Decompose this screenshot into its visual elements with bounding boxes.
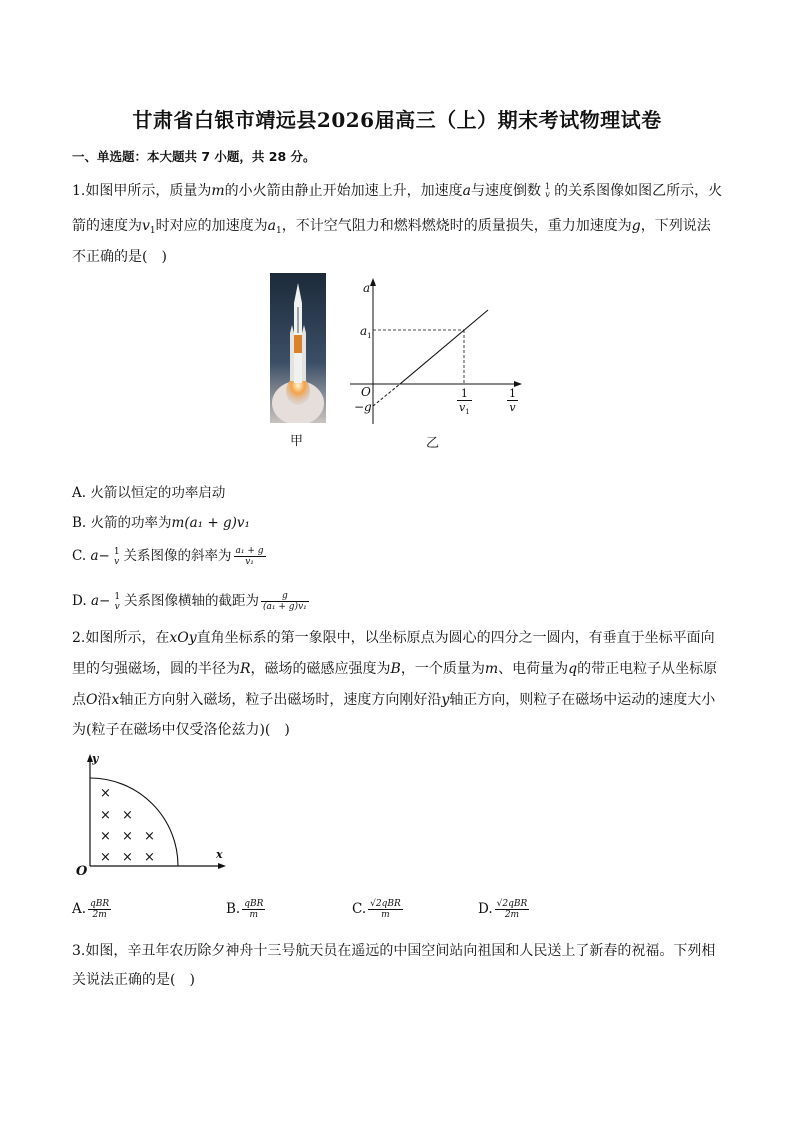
q2-option-b: B. $\frac{\text{qBR}}{m}$ [226, 899, 264, 920]
q2-line-2: 里的匀强磁场，圆的半径为R，磁场的磁感应强度为B，一个质量为m、电荷量为q的带正电粒子从坐标原 [72, 661, 718, 677]
a1-label: $a_1$ [360, 324, 372, 340]
field-cross: × [122, 829, 133, 844]
q3-line-1: 3.如图，辛丑年农历除夕神舟十三号航天员在遥远的中国空间站向祖国和人民送上了新春的祝福。下列相 [72, 943, 716, 959]
field-cross: × [100, 850, 111, 865]
figure-jia-caption: 甲 [290, 434, 304, 449]
q3-line-2: 关说法正确的是( ) [72, 972, 195, 988]
x-axis-label: $\frac{1}{v}$ [509, 387, 516, 414]
x-axis-label: x [216, 848, 223, 861]
inverse-v1-tick: $\frac{1}{v_1}$ [459, 387, 470, 416]
y-axis-label: y [92, 752, 99, 765]
figure-yi-caption: 乙 [426, 436, 440, 451]
field-cross: × [122, 808, 133, 823]
q1-option-d: D. a− 1 v 关系图像横轴的截距为 $\frac{g}{\text{(a₁ + g)v₁}}$ [72, 591, 307, 612]
q1-line-2: 箭的速度为$v_1$时对应的加速度为$a_1$，不计空气阻力和燃料燃烧时的质量损失，重力加速度为g，下列说法 [72, 218, 711, 236]
y-axis-label: a [363, 281, 371, 295]
origin-label: O [76, 864, 88, 879]
q2-line-3: 点O沿x轴正方向射入磁场，粒子出磁场时，速度方向刚好沿y轴正方向，则粒子在磁场中运动的速度大小 [72, 692, 716, 708]
neg-g-label: −g [354, 400, 372, 414]
field-cross: × [144, 850, 155, 865]
q1-option-b: B. 火箭的功率为m(a₁ + g)v₁ [72, 515, 250, 531]
field-cross: × [100, 829, 111, 844]
q2-option-c: C. $\frac{\text{√2qBR}}{m}$ [352, 899, 401, 920]
rocket-image [270, 273, 326, 423]
section-heading: 一、单选题：本大题共 7 小题，共 28 分。 [72, 149, 316, 164]
field-cross: × [100, 808, 111, 823]
extension-line [373, 384, 400, 406]
q1-line-1: 1.如图甲所示，质量为m的小火箭由静止开始加速上升，加速度a与速度倒数 1 v 的关系图像如图乙所示，火 [72, 182, 723, 199]
field-cross: × [144, 829, 155, 844]
q2-line-4: 为(粒子在磁场中仅受洛伦兹力)( ) [72, 722, 290, 738]
q1-option-a: A. 火箭以恒定的功率启动 [72, 485, 226, 501]
q2-option-a: A. $\frac{\text{qBR}}{2m}$ [72, 899, 110, 920]
field-cross: × [100, 786, 111, 801]
field-cross: × [122, 850, 133, 865]
q2-line-1: 2.如图所示，在xOy直角坐标系的第一象限中，以坐标原点为圆心的四分之一圆内，有垂直于坐标平面向 [72, 630, 715, 646]
data-line [400, 310, 488, 384]
page-title: 甘肃省白银市靖远县2026届高三（上）期末考试物理试卷 [132, 108, 662, 132]
q2-option-d: D. $\frac{\text{√2qBR}}{2m}$ [478, 899, 528, 920]
q1-line-3: 不正确的是( ) [72, 249, 167, 265]
q1-option-c: C. a− 1 v 关系图像的斜率为 $\frac{\text{a₁ + g}}{\text{v₁}}$ [72, 546, 264, 567]
origin-label: O [361, 385, 371, 399]
